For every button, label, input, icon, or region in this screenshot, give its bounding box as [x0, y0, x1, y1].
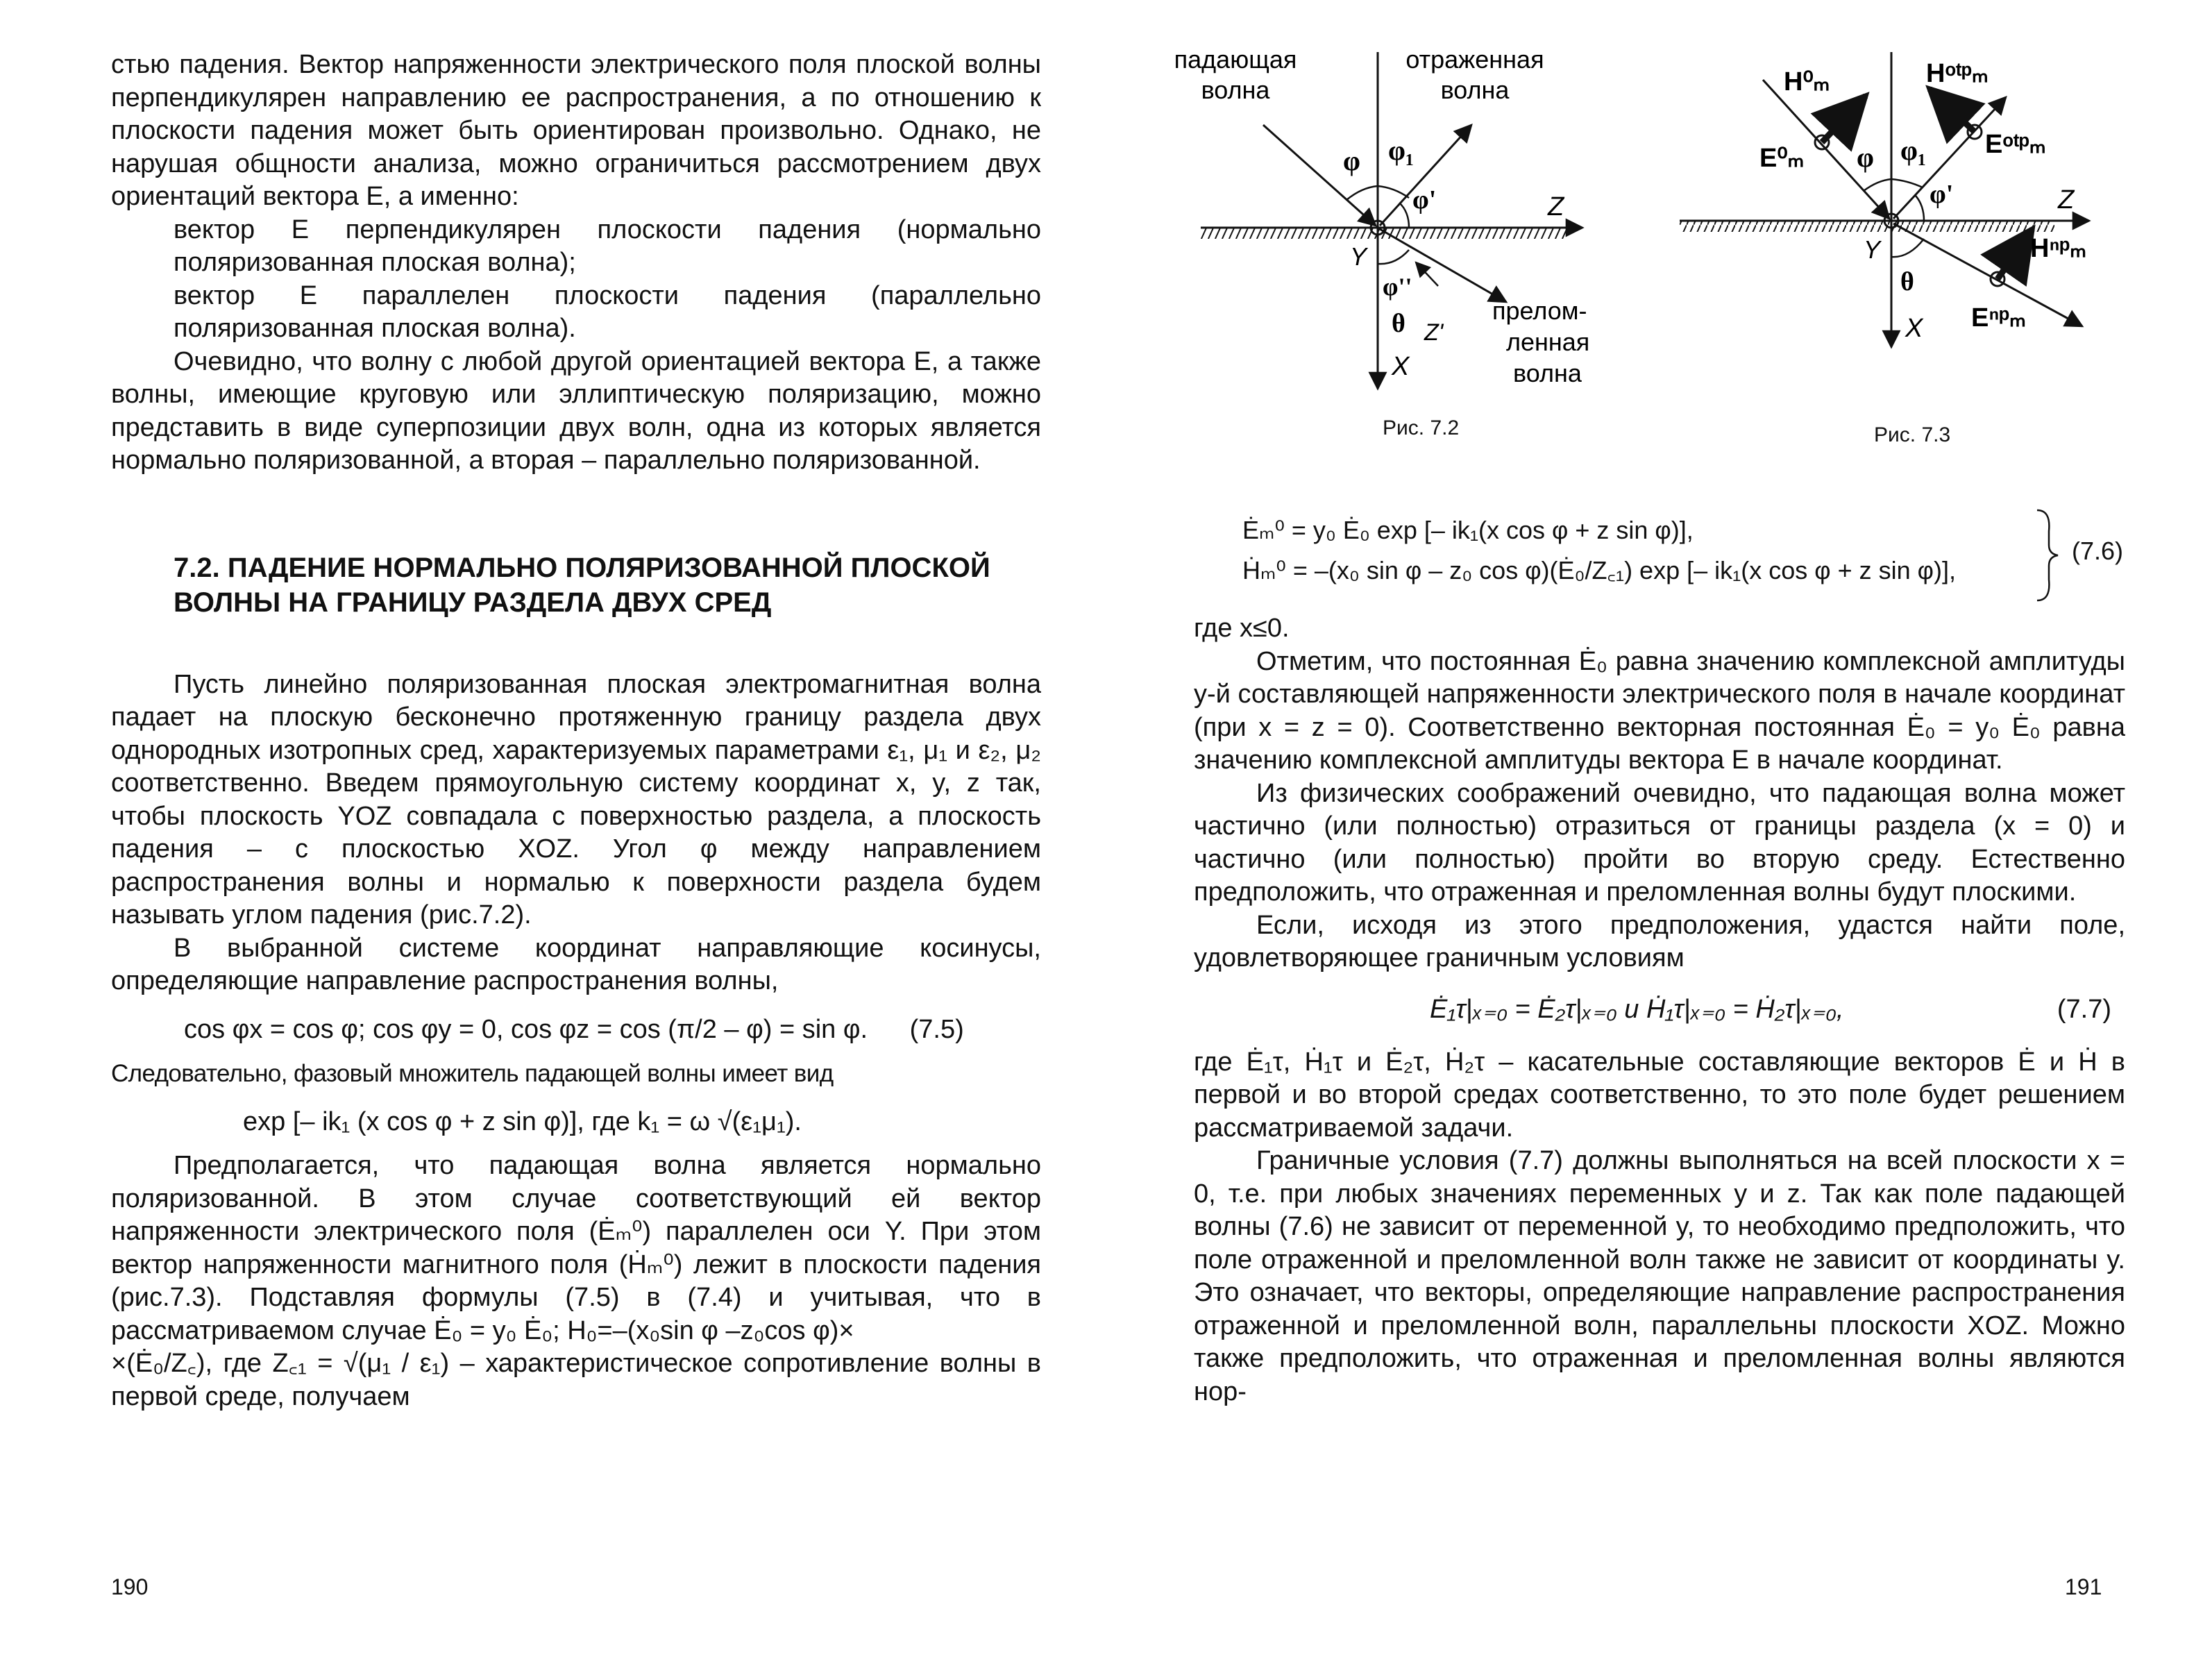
e-refracted-label: Eⁿᵖₘ — [1971, 303, 2026, 333]
formula-text: Ė₁τ|ₓ₌₀ = Ė₂τ|ₓ₌₀ и Ḣ₁τ|ₓ₌₀ = Ḣ₂τ|ₓ₌₀, — [1430, 994, 1844, 1024]
formula-text: cos φx = cos φ; cos φy = 0, cos φz = cos (π/2 – φ) = sin φ. — [184, 1014, 868, 1044]
formula-7-7 — [1194, 988, 2125, 1042]
page-number: 191 — [2065, 1574, 2102, 1599]
angle-arc-theta — [1378, 250, 1409, 264]
right-brace — [2034, 507, 2061, 604]
paragraph: Отметим, что постоянная Ė₀ равна значению комплексной амплитуды y-й составляющей напряженности электрического поля в начале координат (при x = z = 0). Соответственно векторная постоянная Ė₀ = y₀ Ė₀ равна значению комплексной амплитуды вектора E в начале координат. — [1194, 646, 2125, 775]
paragraph: где x≤0. — [1194, 614, 1290, 643]
refracted-label: ленная — [1506, 328, 1590, 356]
angle-arc-phi — [1346, 186, 1378, 200]
equation-number: (7.6) — [2072, 537, 2124, 565]
angle-phi-prime-label: φ' — [1412, 185, 1437, 214]
section-heading: 7.2. ПАДЕНИЕ НОРМАЛЬНО ПОЛЯРИЗОВАННОЙ ПЛОСКОЙ ВОЛНЫ НА ГРАНИЦУ РАЗДЕЛА ДВУХ СРЕД — [174, 552, 990, 618]
angle-phi1-label: φ₁ — [1900, 135, 1926, 166]
axis-z-prime-label: Z' — [1424, 319, 1444, 346]
page-number: 190 — [111, 1574, 149, 1599]
incident-label: падающая — [1174, 45, 1297, 74]
angle-phi1-label: φ₁ — [1388, 135, 1414, 166]
h-incident-vector — [1822, 96, 1866, 142]
angle-theta-label: θ — [1392, 309, 1405, 338]
axis-z-label: Z — [2058, 185, 2075, 214]
figure-7-2 — [1174, 42, 1610, 430]
left-text-column — [111, 49, 1041, 1413]
formula-line: Ḣₘ⁰ = –(x₀ sin φ – z₀ cos φ)(Ė₀/Z꜀₁) exp [– ik₁(x cos φ + z sin φ)], — [1242, 556, 1957, 584]
paragraph: В выбранной системе координат направляющие косинусы, определяющие направление распространения волны, — [111, 933, 1041, 995]
paragraph: вектор E перпендикулярен плоскости падения (нормально поляризованная плоская волна); — [174, 214, 1041, 277]
paragraph: Из физических соображений очевидно, что падающая волна может частично (или полностью) отразиться от границы раздела (x = 0) и частично (или полностью) пройти во вторую среду. Естественно предположить, что отраженная и преломленная волны будут плоскими. — [1194, 778, 2126, 907]
right-page — [1111, 0, 2212, 1666]
axis-x-label: X — [1392, 352, 1410, 381]
figure-caption: Рис. 7.3 — [1874, 423, 1951, 446]
angle-arc-phi1 — [1378, 186, 1409, 198]
h-refracted-vector — [1998, 229, 2032, 279]
angle-arc-phi1 — [1891, 179, 1923, 187]
paragraph: Предполагается, что падающая волна является нормально поляризованной. В этом случае соответствующий ей вектор напряженности электрического поля (Ėₘ⁰) параллелен оси Y. При этом вектор напряженности магнитного поля (Ḣₘ⁰) лежит в плоскости падения (рис.7.3). Подставляя формулы (7.5) в (7.4) и учитывая, что в рассматриваемом случае Ė₀ = y₀ Ė₀; H₀=–(x₀sin φ –z₀cos φ)× — [111, 1151, 1041, 1345]
incident-label: волна — [1201, 76, 1270, 104]
equation-number: (7.5) — [909, 1014, 964, 1044]
angle-arc-theta — [1891, 239, 1924, 257]
paragraph: Очевидно, что волну с любой другой ориентацией вектора E, а также волны, имеющие круговую или эллиптическую поляризацию, можно представить в виде суперпозиции двух волн, одна из которых является нормально поляризованной, а вторая – параллельно поляризованной. — [111, 346, 1041, 475]
axis-z-label: Z — [1548, 192, 1564, 221]
left-page — [0, 0, 1083, 1666]
paragraph: Граничные условия (7.7) должны выполняться на всей плоскости x = 0, т.е. при любых значениях переменных y и z. Так как поле падающей волны (7.6) не зависит от переменной y, то необходимо предположить, что поле отраженной и преломленной волн также не зависит от координаты y. Это означает, что векторы, определяющие направление распространения отраженной и преломленной волн, параллельны плоскости XOZ. Можно также предположить, что отраженная и преломленная волны являются нор- — [1194, 1146, 2125, 1406]
paragraph: вектор E параллелен плоскости падения (параллельно поляризованная плоская волна). — [174, 280, 1041, 343]
z-prime-axis — [1416, 262, 1438, 286]
figure-7-3 — [1680, 42, 2110, 389]
angle-phi-label: φ — [1343, 145, 1360, 176]
angle-theta-label: θ — [1900, 267, 1914, 296]
h-refracted-label: Hⁿᵖₘ — [2030, 234, 2087, 263]
angle-phi-label: φ — [1857, 142, 1874, 173]
refracted-label: волна — [1513, 359, 1582, 387]
formula-7-5 — [111, 1013, 1041, 1047]
axis-y-label: Y — [1350, 242, 1367, 271]
e-reflected-label: Eᵒᵗᵖₘ — [1985, 130, 2046, 159]
interface-hatching — [1680, 221, 2054, 232]
formula-line: Ėₘ⁰ = y₀ Ė₀ exp [– ik₁(x cos φ + z sin φ)], — [1242, 516, 1694, 544]
angle-arc-phi-prime — [1399, 203, 1409, 228]
h-reflected-vector — [1930, 89, 1975, 132]
paragraph: стью падения. Вектор напряженности электрического поля плоской волны перпендикулярен направлению ее распространения, а по отношению к плоскости падения может быть ориентирован произвольно. Однако, не нарушая общности анализа, можно ограничиться рассмотрением двух ориентаций вектора E, а именно: — [111, 50, 1041, 211]
formula-phase-factor — [111, 1106, 1041, 1139]
angle-arc-phi-prime — [1916, 196, 1924, 221]
angle-phi-prime-label: φ' — [1930, 180, 1954, 209]
paragraph: где Ė₁τ, Ḣ₁τ и Ė₂τ, Ḣ₂τ – касательные составляющие векторов Ė и Ḣ в первой и во второй средах соответственно, то это поле будет решением рассматриваемой задачи. — [1194, 1047, 2125, 1143]
formula-7-6 — [1194, 507, 2125, 604]
angle-arc-phi — [1864, 179, 1891, 191]
paragraph: Следовательно, фазовый множитель падающей волны имеет вид — [111, 1060, 834, 1087]
angle-phi-dprime-label: φ'' — [1383, 273, 1412, 301]
figure-caption: Рис. 7.2 — [1383, 416, 1460, 439]
paragraph: ×(Ė₀/Z꜀), где Z꜀₁ = √(μ₁ / ε₁) – характеристическое сопротивление волны в первой среде, получаем — [111, 1349, 1041, 1411]
axis-y-label: Y — [1864, 235, 1881, 264]
paragraph: Пусть линейно поляризованная плоская электромагнитная волна падает на плоскую бесконечно протяженную границу раздела двух однородных изотропных сред, характеризуемых параметрами ε₁, μ₁ и ε₂, μ₂ соответственно. Введем прямоугольную систему координат x, y, z так, чтобы плоскость YOZ совпадала с поверхностью раздела, а плоскость падения – с плоскостью XOZ. Угол φ между направлением распространения волны и нормалью к поверхности раздела будем называть углом падения (рис.7.2). — [111, 669, 1041, 929]
axis-x-label: X — [1905, 314, 1923, 343]
h-reflected-label: Hᵒᵗᵖₘ — [1926, 59, 1989, 88]
formula-text: exp [– ik₁ (x cos φ + z sin φ)], где k₁ = ω √(ε₁μ₁). — [243, 1107, 802, 1136]
reflected-label: волна — [1440, 76, 1510, 104]
h-incident-label: H⁰ₘ — [1784, 67, 1830, 96]
equation-number: (7.7) — [2057, 994, 2111, 1024]
refracted-label: прелом- — [1492, 296, 1587, 325]
right-text-column — [1194, 507, 2125, 1408]
e-incident-label: E⁰ₘ — [1759, 144, 1805, 173]
paragraph: Если, исходя из этого предположения, удастся найти поле, удовлетворяющее граничным условиям — [1194, 910, 2125, 973]
reflected-label: отраженная — [1405, 45, 1544, 74]
